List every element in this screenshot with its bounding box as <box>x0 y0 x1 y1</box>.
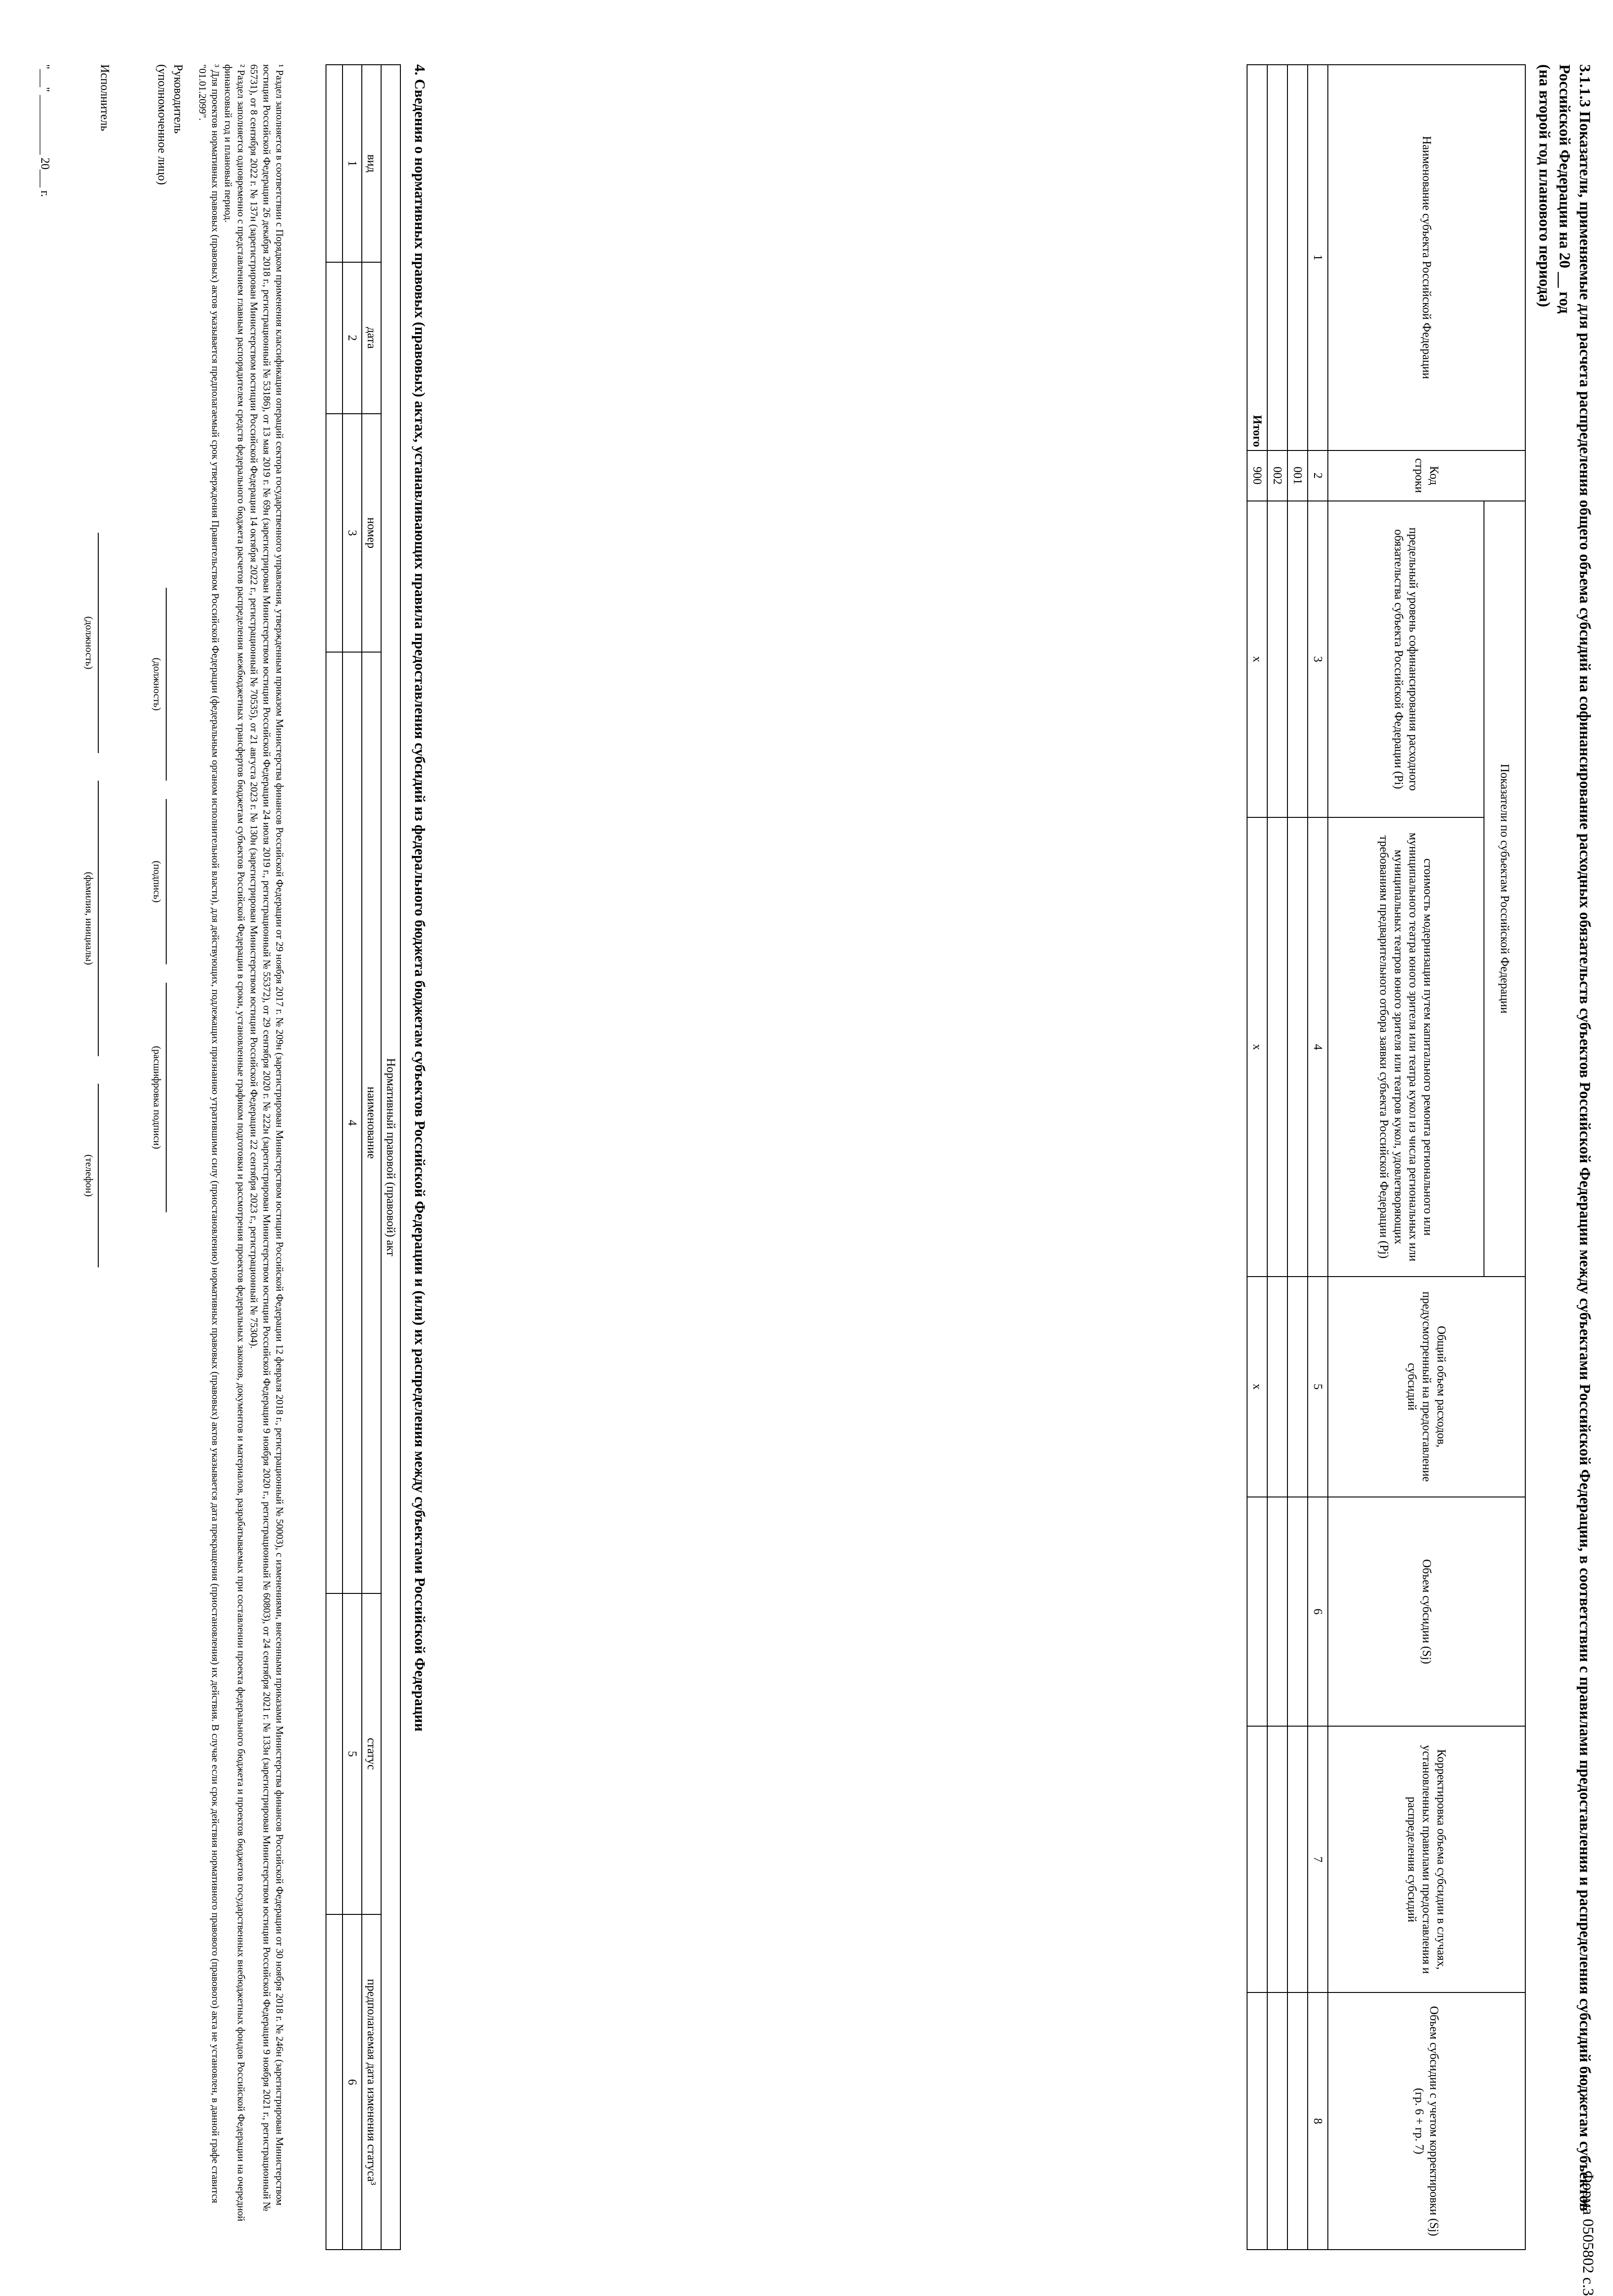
table-row <box>1287 65 1308 2250</box>
col-num: 2 <box>1308 450 1328 501</box>
cell-c6 <box>1287 1497 1308 1727</box>
col-name-header: Наименование субъекта Российской Федерации <box>1328 65 1525 450</box>
heading-line-1: 3.1.1.3 Показатели, применяемые для расчета распределения общего объема субсидий на софинансирование расходных обязательств субъектов Российской Федерации между субъектами Российской Федерации, в соответствии с правилами предоставления и распределения субсидий бюджетам субъектов Российской Федерации на 20 __ год <box>1556 64 1593 2212</box>
cell-c3 <box>1287 501 1308 818</box>
head-sub-label: (уполномоченное лицо) <box>156 64 169 185</box>
col-num: 7 <box>1308 1726 1328 1992</box>
head-position-line <box>166 588 167 781</box>
col-code-header: Код строки <box>1328 450 1525 501</box>
form-code: Форма 0505802 с.3 <box>1579 2170 1596 2296</box>
acts-col-title: наименование <box>362 652 381 1593</box>
executor-position-line <box>98 533 99 753</box>
total-label: Итого <box>1247 65 1267 450</box>
col5-header: Общий объем расходов, предусмотренный на предоставление субсидий <box>1328 1277 1525 1497</box>
total-c4: x <box>1247 817 1267 1277</box>
footnote-1: ¹ Раздел заполняется в соответствии с Порядком применения классификации операций сектора государственного управления, утвержденным приказом Министерства финансов Российской Федерации от 29 ноября 2017 г. № 209н (зарегистрирован Министерством юстиции Российской Федерации 12 февраля 2018 г., регистрационный № 50003), с изменениями, внесенными приказами Министерства финансов Российской Федерации от 30 ноября 2018 г. № 246н (зарегистрирован Министерством юстиции Российской Федерации 26 декабря 2018 г., регистрационный № 53186), от 13 мая 2019 г. № 69н (зарегистрирован Министерством юстиции Российской Федерации 24 июля 2019 г., регистрационный № 55372), от 29 сентября 2020 г. № 222н (зарегистрирован Министерством юстиции Российской Федерации 9 ноября 2020 г., регистрационный № 60803), от 24 сентября 2021 г. № 133н (зарегистрирован Министерством юстиции Российской Федерации 9 ноября 2021 г., регистрационный № 65731), от 8 сентября 2022 г. № 137н (зарегистрирован Министерством юстиции Российской Федерации 14 октября 2022 г., регистрационный № 70535), от 21 августа 2023 г. № 130н (зарегистрирован Министерством юстиции Российской Федерации 22 сентября 2023 г., регистрационный № 75304). <box>248 64 286 2212</box>
cell-c7 <box>1287 1726 1308 1992</box>
acts-group-header: Нормативный правовой (правовой) акт <box>381 65 400 2250</box>
executor-phone-line <box>98 1084 99 1267</box>
executor-phone-caption: (телефон) <box>84 1154 95 1197</box>
legal-acts-table <box>326 64 401 2250</box>
table-row <box>1267 65 1287 2250</box>
cell-code: 001 <box>1287 450 1308 501</box>
acts-col-kind: вид <box>362 65 381 262</box>
col-num: 5 <box>1308 1277 1328 1497</box>
col6-header: Объем субсидии (Sj) <box>1328 1497 1525 1727</box>
executor-name-caption: (фамилия, инициалы) <box>84 872 95 965</box>
total-row <box>1247 65 1267 2250</box>
total-c8 <box>1247 1992 1267 2250</box>
col-num: 4 <box>343 652 362 1593</box>
col8-header: Объем субсидии с учетом корректировки (Sj) (гр. 6 + гр. 7) <box>1328 1992 1525 2250</box>
col-num: 5 <box>343 1593 362 1915</box>
executor-position-caption: (должность) <box>84 616 95 670</box>
acts-col-status-date: предполагаемая дата изменения статуса³ <box>362 1914 381 2250</box>
head-signature-caption: (подпись) <box>152 861 163 903</box>
heading-line-2: (на второй год планового периода) <box>1536 64 1553 307</box>
col-num: 1 <box>343 65 362 262</box>
total-c7 <box>1247 1726 1267 1992</box>
col7-header: Корректировка объема субсидии в случаях, установленных правилами предоставления и распределения субсидий <box>1328 1726 1525 1992</box>
col-num: 3 <box>1308 501 1328 818</box>
total-code: 900 <box>1247 450 1267 501</box>
acts-col-number: номер <box>362 414 381 653</box>
footnotes <box>196 64 286 2223</box>
head-decode-caption: (расшифровка подписи) <box>152 1046 163 1149</box>
col-num: 4 <box>1308 817 1328 1277</box>
footnote-2: ² Раздел заполняется одновременно с представлением главным распорядителем средств федерального бюджета расчетов распределения межбюджетных трансфертов бюджетам субъектов Российской Федерации в сроки, установленные графиком подготовки и рассмотрения проектов федеральных законов, документов и материалов, разрабатываемых при составлении проекта федерального бюджета и проектов бюджетов государственных внебюджетных фондов Российской Федерации на очередной финансовый год и плановый период. <box>223 64 247 2222</box>
executor-name-line <box>98 781 99 1056</box>
table-row <box>326 65 343 2250</box>
acts-col-date: дата <box>362 262 381 414</box>
cell-c5 <box>1267 1277 1287 1497</box>
cell-c7 <box>1267 1726 1287 1992</box>
head-label: Руководитель <box>172 64 185 134</box>
cell-name <box>1267 65 1287 450</box>
cell-c8 <box>1287 1992 1308 2250</box>
col-num: 6 <box>343 1914 362 2250</box>
footnote-3: ³ Для проектов нормативных правовых (правовых) актов указывается предполагаемый срок утверждения Правительством Российской Федерации (федеральным органом исполнительной власти), для действующих, подлежащих признанию утратившими силу (приостановлению) нормативных правовых (правовых) актов указывается дата прекращения (приостановления) их действия. В случае если срок действия нормативного правового (правового) акта не установлен, в данной графе ставится "01.01.2099". <box>197 64 221 2203</box>
cell-c3 <box>1267 501 1287 818</box>
executor-label: Исполнитель <box>98 64 112 131</box>
col4-header: стоимость модернизации путем капитального ремонта регионального или муниципального театра юного зрителя или театра кукол из числа региональных или муниципальных театров юного зрителя или театров кукол, удовлетворяющих требованиям предварительного отбора заявки субъекта Российской Федерации (Рj) <box>1328 817 1484 1277</box>
col-num: 2 <box>343 262 362 414</box>
signature-date: "___" __________ 20___ г. <box>39 64 52 197</box>
col-num: 3 <box>343 414 362 653</box>
acts-col-status: статус <box>362 1593 381 1915</box>
col3-header: предельный уровень софинансирования расходного обязательства субъекта Российской Федерации (Pi) <box>1328 501 1484 818</box>
cell-name <box>1287 65 1308 450</box>
head-position-caption: (должность) <box>152 658 163 711</box>
col-num: 1 <box>1308 65 1328 450</box>
col-num: 8 <box>1308 1992 1328 2250</box>
cell-c8 <box>1267 1992 1287 2250</box>
cell-c5 <box>1287 1277 1308 1497</box>
section4-title: 4. Сведения о нормативных правовых (правовых) актах, устанавливающих правила предоставления субсидий из федерального бюджета бюджетам субъектов Российской Федерации и (или) их распределения между субъектами Российской Федерации <box>412 64 428 1732</box>
head-signature-line <box>166 799 167 964</box>
cell-c6 <box>1267 1497 1287 1727</box>
cell-c4 <box>1287 817 1308 1277</box>
cell-code: 002 <box>1267 450 1287 501</box>
section-heading <box>1534 64 1595 2268</box>
total-c3: x <box>1247 501 1267 818</box>
cell-c4 <box>1267 817 1287 1277</box>
head-decode-line <box>166 983 167 1212</box>
total-c5: x <box>1247 1277 1267 1497</box>
indicators-table <box>1247 64 1526 2250</box>
total-c6 <box>1247 1497 1267 1727</box>
group-header: Показатели по субъектам Российской Федерации <box>1484 501 1525 1277</box>
col-num: 6 <box>1308 1497 1328 1727</box>
